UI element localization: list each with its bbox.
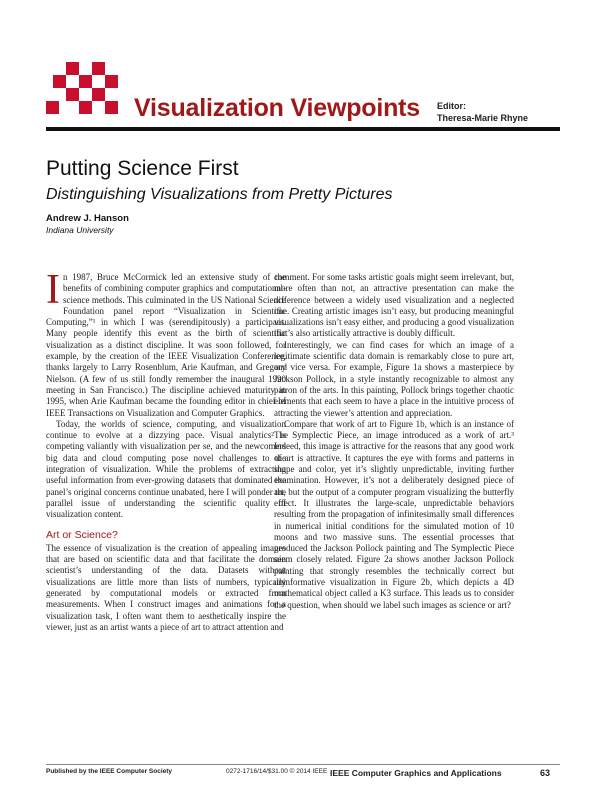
paragraph: Today, the worlds of science, computing, and visualization continue to evolve at a dizzying pace. Visual analytics² is competing valiantly with visualization per se, and the newcomers big data and cloud computing pose novel challenges to the integration of visualization. While the problems of extracting useful information from ever-growing datasets that dominated the panel’s original concerns continue unabated, here I will ponder the parallel issue of understanding the scientific quality of visualization content.: [46, 418, 286, 520]
paragraph: The essence of visualization is the creation of appealing images that are based on scientific data and that facilitate the domain scientist’s understanding of the data. Datasets without visualizations are little more than lists of numbers, typically generated by computational models or extracted from measurements. When I construct images and animations for a visualization task, I often want them to aesthetically inspire the viewer, just as an artist wants a piece of art to attract attention and: [46, 542, 286, 632]
author-affiliation: Indiana University: [46, 225, 114, 235]
department-title: Visualization Viewpoints: [134, 94, 421, 122]
article-title: Putting Science First: [46, 157, 239, 180]
right-column: [274, 272, 514, 611]
left-column: [46, 267, 286, 633]
paragraph: Compare that work of art to Figure 1b, which is an instance of The Symplectic Piece, an image introduced as a work of art.³ Indeed, this image is attractive for the reasons that any good work of art is attractive. It captures the eye with forms and patterns in shape and color, yet it’s slightly unpredictable, inviting further examination. However, it’s not a deliberately designed piece of art, but the output of a computer program visualizing the butterfly effect. It illustrates the large-scale, unpredictable behaviors resulting from the propagation of infinitesimally small differences in numerical initial conditions for the simulated motion of 10 moons and two massive suns. The essential processes that produced the Jackson Pollock painting and The Symplectic Piece seem closely related. Figure 2a shows another Jackson Pollock painting that strongly resembles the technically correct but uninformative visualization in Figure 2b, which depicts a 4D mathematical object called a K3 surface. This leads us to consider the question, when should we label such images as science or art?: [274, 418, 514, 610]
paragraph: Interestingly, we can find cases for which an image of a legitimate scientific data domain is remarkably close to pure art, and vice versa. For example, Figure 1a shows a masterpiece by Jackson Pollock, in a style instantly recognizable to almost any patron of the arts. In this painting, Pollock brings together chaotic elements that each seem to have a place in the intuitive process of attracting the viewer’s attention and appreciation.: [274, 339, 514, 418]
paragraph: [46, 267, 286, 419]
paragraph-text: n 1987, Bruce McCormick led an extensive study of the benefits of combining computer graphics and computational-science methods. This culminated in the US National Science Foundation panel report “Visualization in Scientific Computing,”¹ in which I was (serendipitously) a participant. Many people identify this event as the birth of scientific visualization as a distinct discipline. It was soon followed, for example, by the creation of the IEEE Visualization Conference, thanks largely to Larry Rosenblum, Arie Kaufman, and Gregory Nielson. (A few of us still fondly remember the inaugural 1990 meeting in San Francisco.) The discipline achieved maturity in 1995, when Arie Kaufman became the founding editor in chief of IEEE Transactions on Visualization and Computer Graphics.: [46, 272, 286, 418]
header-rule: [46, 127, 560, 131]
footer-rule: [46, 764, 560, 765]
footer-publisher: Published by the IEEE Computer Society: [46, 768, 173, 775]
paragraph: comment. For some tasks artistic goals might seem irrelevant, but, more often than not, an attractive presentation can make the difference between a widely used visualization and a neglected one. Creating artistic images isn’t easy, but producing meaningful visualizations isn’t easy either, and producing a good visualization that’s also artistically attractive is doubly difficult.: [274, 272, 514, 339]
author-name: Andrew J. Hanson: [46, 213, 129, 224]
drop-cap: I: [46, 267, 60, 313]
footer-issn: 0272-1716/14/$31.00 © 2014 IEEE: [226, 768, 328, 775]
editor-name: Theresa-Marie Rhyne: [437, 113, 529, 123]
page-number: 63: [540, 768, 551, 778]
footer-journal: IEEE Computer Graphics and Applications: [330, 768, 502, 778]
editor-label: Editor:: [437, 101, 466, 111]
department-logo: [46, 62, 122, 122]
editor-credit: [437, 100, 528, 124]
article-subtitle: Distinguishing Visualizations from Pretty Pictures: [46, 186, 393, 203]
section-heading: Art or Science?: [46, 528, 118, 541]
